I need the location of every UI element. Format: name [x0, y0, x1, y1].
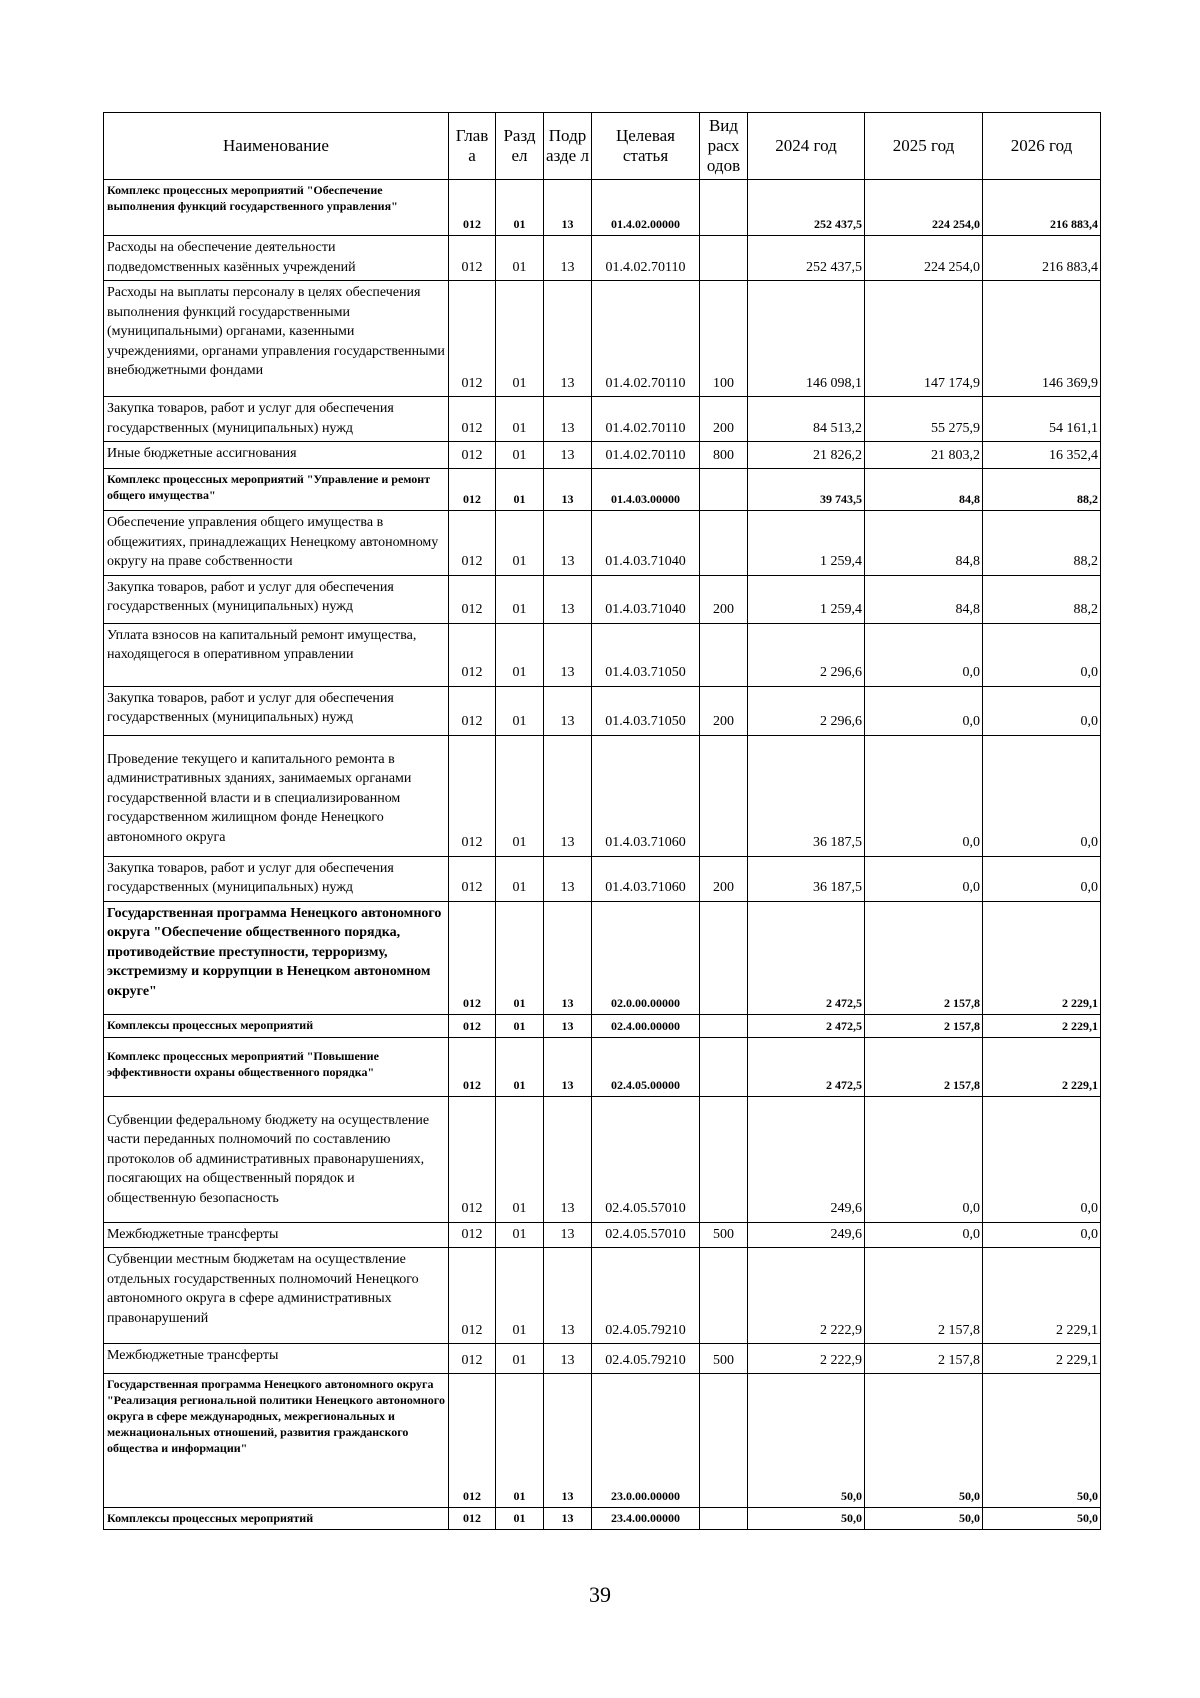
row-razdel: 01: [496, 1374, 544, 1508]
row-name: Комплекс процессных мероприятий "Повышение эффективности охраны общественного порядка": [104, 1037, 449, 1096]
row-2025: 0,0: [865, 1096, 983, 1222]
row-2025: 2 157,8: [865, 1037, 983, 1096]
row-statya: 01.4.02.70110: [592, 236, 700, 281]
table-row: [104, 469, 1101, 511]
row-glava: 012: [449, 397, 496, 442]
row-2026: 50,0: [983, 1374, 1101, 1508]
row-glava: 012: [449, 1344, 496, 1374]
row-podrazdel: 13: [544, 901, 592, 1014]
table-row: [104, 236, 1101, 281]
row-podrazdel: 13: [544, 1096, 592, 1222]
row-2026: 2 229,1: [983, 1014, 1101, 1037]
row-2026: 0,0: [983, 686, 1101, 735]
row-glava: 012: [449, 1508, 496, 1530]
row-podrazdel: 13: [544, 180, 592, 236]
row-name: Обеспечение управления общего имущества в общежитиях, принадлежащих Ненецкому автономному округу на праве собственности: [104, 511, 449, 576]
row-statya: 02.4.05.79210: [592, 1344, 700, 1374]
row-name: Закупка товаров, работ и услуг для обеспечения государственных (муниципальных) нужд: [104, 397, 449, 442]
row-podrazdel: 13: [544, 281, 592, 397]
row-podrazdel: 13: [544, 397, 592, 442]
row-2026: 2 229,1: [983, 1344, 1101, 1374]
row-razdel: 01: [496, 575, 544, 623]
row-podrazdel: 13: [544, 575, 592, 623]
row-vid: 500: [700, 1222, 748, 1248]
table-row: [104, 1374, 1101, 1508]
row-2025: 224 254,0: [865, 180, 983, 236]
header-2025: 2025 год: [865, 113, 983, 180]
row-statya: 02.4.00.00000: [592, 1014, 700, 1037]
row-2025: 0,0: [865, 623, 983, 686]
row-razdel: 01: [496, 686, 544, 735]
row-glava: 012: [449, 1037, 496, 1096]
row-podrazdel: 13: [544, 236, 592, 281]
row-2024: 2 472,5: [748, 1014, 865, 1037]
header-name: Наименование: [104, 113, 449, 180]
row-2026: 0,0: [983, 623, 1101, 686]
table-row: [104, 1508, 1101, 1530]
row-2024: 249,6: [748, 1222, 865, 1248]
row-vid: [700, 901, 748, 1014]
row-name: Субвенции федеральному бюджету на осуществление части переданных полномочий по составлению протоколов об административных правонарушениях, посягающих на общественный порядок и общественную безопасность: [104, 1096, 449, 1222]
row-name: Комплексы процессных мероприятий: [104, 1508, 449, 1530]
row-vid: [700, 1374, 748, 1508]
row-statya: 02.4.05.00000: [592, 1037, 700, 1096]
row-name: Комплекс процессных мероприятий "Управление и ремонт общего имущества": [104, 469, 449, 511]
row-statya: 02.4.05.57010: [592, 1096, 700, 1222]
row-podrazdel: 13: [544, 623, 592, 686]
row-vid: [700, 236, 748, 281]
row-statya: 01.4.03.71050: [592, 623, 700, 686]
row-razdel: 01: [496, 735, 544, 856]
row-2024: 36 187,5: [748, 735, 865, 856]
row-glava: 012: [449, 1374, 496, 1508]
row-name: Расходы на обеспечение деятельности подведомственных казённых учреждений: [104, 236, 449, 281]
header-2026: 2026 год: [983, 113, 1101, 180]
table-row: [104, 1014, 1101, 1037]
row-name: Комплексы процессных мероприятий: [104, 1014, 449, 1037]
row-glava: 012: [449, 1222, 496, 1248]
row-vid: [700, 469, 748, 511]
row-2025: 0,0: [865, 686, 983, 735]
row-statya: 01.4.03.71060: [592, 856, 700, 901]
row-razdel: 01: [496, 1344, 544, 1374]
row-statya: 23.4.00.00000: [592, 1508, 700, 1530]
row-2026: 2 229,1: [983, 901, 1101, 1014]
row-2026: 146 369,9: [983, 281, 1101, 397]
row-vid: [700, 735, 748, 856]
row-2024: 1 259,4: [748, 575, 865, 623]
row-2026: 50,0: [983, 1508, 1101, 1530]
row-statya: 01.4.03.00000: [592, 469, 700, 511]
row-razdel: 01: [496, 397, 544, 442]
row-2026: 2 229,1: [983, 1248, 1101, 1344]
row-2024: 39 743,5: [748, 469, 865, 511]
row-2026: 2 229,1: [983, 1037, 1101, 1096]
row-2026: 216 883,4: [983, 180, 1101, 236]
header-vid-rashodov: Вид расх одов: [700, 113, 748, 180]
row-glava: 012: [449, 575, 496, 623]
row-2026: 54 161,1: [983, 397, 1101, 442]
row-razdel: 01: [496, 511, 544, 576]
row-vid: 500: [700, 1344, 748, 1374]
row-vid: [700, 1037, 748, 1096]
row-name: Субвенции местным бюджетам на осуществление отдельных государственных полномочий Ненецкого автономного округа в сфере административных правонарушений: [104, 1248, 449, 1344]
row-vid: 200: [700, 856, 748, 901]
row-razdel: 01: [496, 442, 544, 469]
row-vid: [700, 511, 748, 576]
row-razdel: 01: [496, 1222, 544, 1248]
table-row: [104, 1096, 1101, 1222]
row-glava: 012: [449, 1248, 496, 1344]
table-row: [104, 623, 1101, 686]
row-2026: 16 352,4: [983, 442, 1101, 469]
row-vid: [700, 180, 748, 236]
row-glava: 012: [449, 236, 496, 281]
row-vid: 200: [700, 575, 748, 623]
row-2025: 2 157,8: [865, 901, 983, 1014]
row-2024: 2 296,6: [748, 686, 865, 735]
row-2026: 0,0: [983, 735, 1101, 856]
table-row: [104, 397, 1101, 442]
row-name: Комплекс процессных мероприятий "Обеспечение выполнения функций государственного управления": [104, 180, 449, 236]
table-row: [104, 575, 1101, 623]
row-name: Иные бюджетные ассигнования: [104, 442, 449, 469]
row-name: Расходы на выплаты персоналу в целях обеспечения выполнения функций государственными (муниципальными) органами, казенными учреждениями, органами управления государственными внебюджетными фондами: [104, 281, 449, 397]
row-razdel: 01: [496, 1096, 544, 1222]
row-glava: 012: [449, 1096, 496, 1222]
row-statya: 01.4.02.70110: [592, 397, 700, 442]
header-podrazdel: Подр азде л: [544, 113, 592, 180]
header-razdel: Разд ел: [496, 113, 544, 180]
row-2024: 252 437,5: [748, 180, 865, 236]
row-razdel: 01: [496, 623, 544, 686]
row-glava: 012: [449, 469, 496, 511]
row-2024: 252 437,5: [748, 236, 865, 281]
row-2025: 50,0: [865, 1374, 983, 1508]
row-2024: 36 187,5: [748, 856, 865, 901]
row-name: Государственная программа Ненецкого автономного округа "Обеспечение общественного порядка, противодействие преступности, терроризму, экстремизму и коррупции в Ненецком автономном округе": [104, 901, 449, 1014]
row-statya: 01.4.02.70110: [592, 281, 700, 397]
row-razdel: 01: [496, 236, 544, 281]
row-podrazdel: 13: [544, 1037, 592, 1096]
row-razdel: 01: [496, 1248, 544, 1344]
table-row: [104, 1248, 1101, 1344]
row-statya: 02.4.05.57010: [592, 1222, 700, 1248]
table-row: [104, 901, 1101, 1014]
header-row: [104, 113, 1101, 180]
row-2025: 0,0: [865, 856, 983, 901]
row-2025: 21 803,2: [865, 442, 983, 469]
row-vid: 200: [700, 686, 748, 735]
row-podrazdel: 13: [544, 686, 592, 735]
row-razdel: 01: [496, 856, 544, 901]
row-podrazdel: 13: [544, 442, 592, 469]
row-statya: 23.0.00.00000: [592, 1374, 700, 1508]
row-2026: 88,2: [983, 575, 1101, 623]
row-podrazdel: 13: [544, 735, 592, 856]
header-2024: 2024 год: [748, 113, 865, 180]
table-row: [104, 1037, 1101, 1096]
row-glava: 012: [449, 901, 496, 1014]
table-row: [104, 1344, 1101, 1374]
row-name: Проведение текущего и капитального ремонта в административных зданиях, занимаемых органами государственной власти и в специализированном государственном жилищном фонде Ненецкого автономного округа: [104, 735, 449, 856]
table-row: [104, 735, 1101, 856]
row-podrazdel: 13: [544, 1374, 592, 1508]
row-2025: 2 157,8: [865, 1248, 983, 1344]
row-statya: 01.4.02.70110: [592, 442, 700, 469]
row-podrazdel: 13: [544, 856, 592, 901]
budget-table: [103, 112, 1101, 1530]
row-2024: 2 222,9: [748, 1248, 865, 1344]
row-podrazdel: 13: [544, 1508, 592, 1530]
row-vid: 800: [700, 442, 748, 469]
row-2026: 88,2: [983, 511, 1101, 576]
row-2025: 84,8: [865, 511, 983, 576]
row-name: Закупка товаров, работ и услуг для обеспечения государственных (муниципальных) нужд: [104, 575, 449, 623]
row-razdel: 01: [496, 1014, 544, 1037]
row-2024: 146 098,1: [748, 281, 865, 397]
row-2024: 2 296,6: [748, 623, 865, 686]
row-podrazdel: 13: [544, 1248, 592, 1344]
row-vid: 100: [700, 281, 748, 397]
row-statya: 01.4.03.71040: [592, 511, 700, 576]
row-vid: [700, 623, 748, 686]
row-2025: 84,8: [865, 575, 983, 623]
row-name: Государственная программа Ненецкого автономного округа "Реализация региональной политики Ненецкого автономного округа в сфере международных, межрегиональных и межнациональных отношений, развития гражданского общества и информации": [104, 1374, 449, 1508]
row-2025: 2 157,8: [865, 1344, 983, 1374]
row-glava: 012: [449, 281, 496, 397]
row-podrazdel: 13: [544, 469, 592, 511]
row-2025: 147 174,9: [865, 281, 983, 397]
row-2025: 0,0: [865, 1222, 983, 1248]
row-statya: 02.4.05.79210: [592, 1248, 700, 1344]
header-tselevaya-statya: Целевая статья: [592, 113, 700, 180]
row-2026: 88,2: [983, 469, 1101, 511]
row-podrazdel: 13: [544, 1344, 592, 1374]
row-glava: 012: [449, 686, 496, 735]
row-2024: 50,0: [748, 1374, 865, 1508]
row-vid: [700, 1508, 748, 1530]
row-razdel: 01: [496, 180, 544, 236]
table-row: [104, 686, 1101, 735]
row-glava: 012: [449, 442, 496, 469]
row-2024: 50,0: [748, 1508, 865, 1530]
row-name: Закупка товаров, работ и услуг для обеспечения государственных (муниципальных) нужд: [104, 686, 449, 735]
row-podrazdel: 13: [544, 1222, 592, 1248]
row-podrazdel: 13: [544, 511, 592, 576]
row-statya: 01.4.03.71060: [592, 735, 700, 856]
row-name: Уплата взносов на капитальный ремонт имущества, находящегося в оперативном управлении: [104, 623, 449, 686]
table-row: [104, 180, 1101, 236]
row-vid: [700, 1248, 748, 1344]
table-row: [104, 281, 1101, 397]
row-glava: 012: [449, 623, 496, 686]
row-2024: 249,6: [748, 1096, 865, 1222]
row-razdel: 01: [496, 1508, 544, 1530]
row-razdel: 01: [496, 901, 544, 1014]
row-vid: 200: [700, 397, 748, 442]
row-glava: 012: [449, 180, 496, 236]
row-razdel: 01: [496, 1037, 544, 1096]
row-statya: 02.0.00.00000: [592, 901, 700, 1014]
row-2025: 224 254,0: [865, 236, 983, 281]
row-2025: 2 157,8: [865, 1014, 983, 1037]
row-2026: 216 883,4: [983, 236, 1101, 281]
row-statya: 01.4.03.71050: [592, 686, 700, 735]
header-glava: Глав а: [449, 113, 496, 180]
table-row: [104, 1222, 1101, 1248]
row-2025: 0,0: [865, 735, 983, 856]
row-glava: 012: [449, 735, 496, 856]
row-razdel: 01: [496, 469, 544, 511]
page-number: 39: [589, 1582, 611, 1607]
row-2024: 2 472,5: [748, 901, 865, 1014]
row-statya: 01.4.03.71040: [592, 575, 700, 623]
row-2025: 50,0: [865, 1508, 983, 1530]
row-glava: 012: [449, 856, 496, 901]
row-2026: 0,0: [983, 1222, 1101, 1248]
row-2026: 0,0: [983, 1096, 1101, 1222]
table-row: [104, 856, 1101, 901]
row-2024: 21 826,2: [748, 442, 865, 469]
row-name: Межбюджетные трансферты: [104, 1344, 449, 1374]
row-2025: 55 275,9: [865, 397, 983, 442]
row-name: Межбюджетные трансферты: [104, 1222, 449, 1248]
row-razdel: 01: [496, 281, 544, 397]
row-statya: 01.4.02.00000: [592, 180, 700, 236]
row-2024: 2 472,5: [748, 1037, 865, 1096]
row-name: Закупка товаров, работ и услуг для обеспечения государственных (муниципальных) нужд: [104, 856, 449, 901]
row-2024: 2 222,9: [748, 1344, 865, 1374]
row-glava: 012: [449, 1014, 496, 1037]
row-2024: 1 259,4: [748, 511, 865, 576]
row-podrazdel: 13: [544, 1014, 592, 1037]
row-vid: [700, 1096, 748, 1222]
row-glava: 012: [449, 511, 496, 576]
table-row: [104, 511, 1101, 576]
row-2025: 84,8: [865, 469, 983, 511]
table-row: [104, 442, 1101, 469]
row-2026: 0,0: [983, 856, 1101, 901]
row-2024: 84 513,2: [748, 397, 865, 442]
row-vid: [700, 1014, 748, 1037]
